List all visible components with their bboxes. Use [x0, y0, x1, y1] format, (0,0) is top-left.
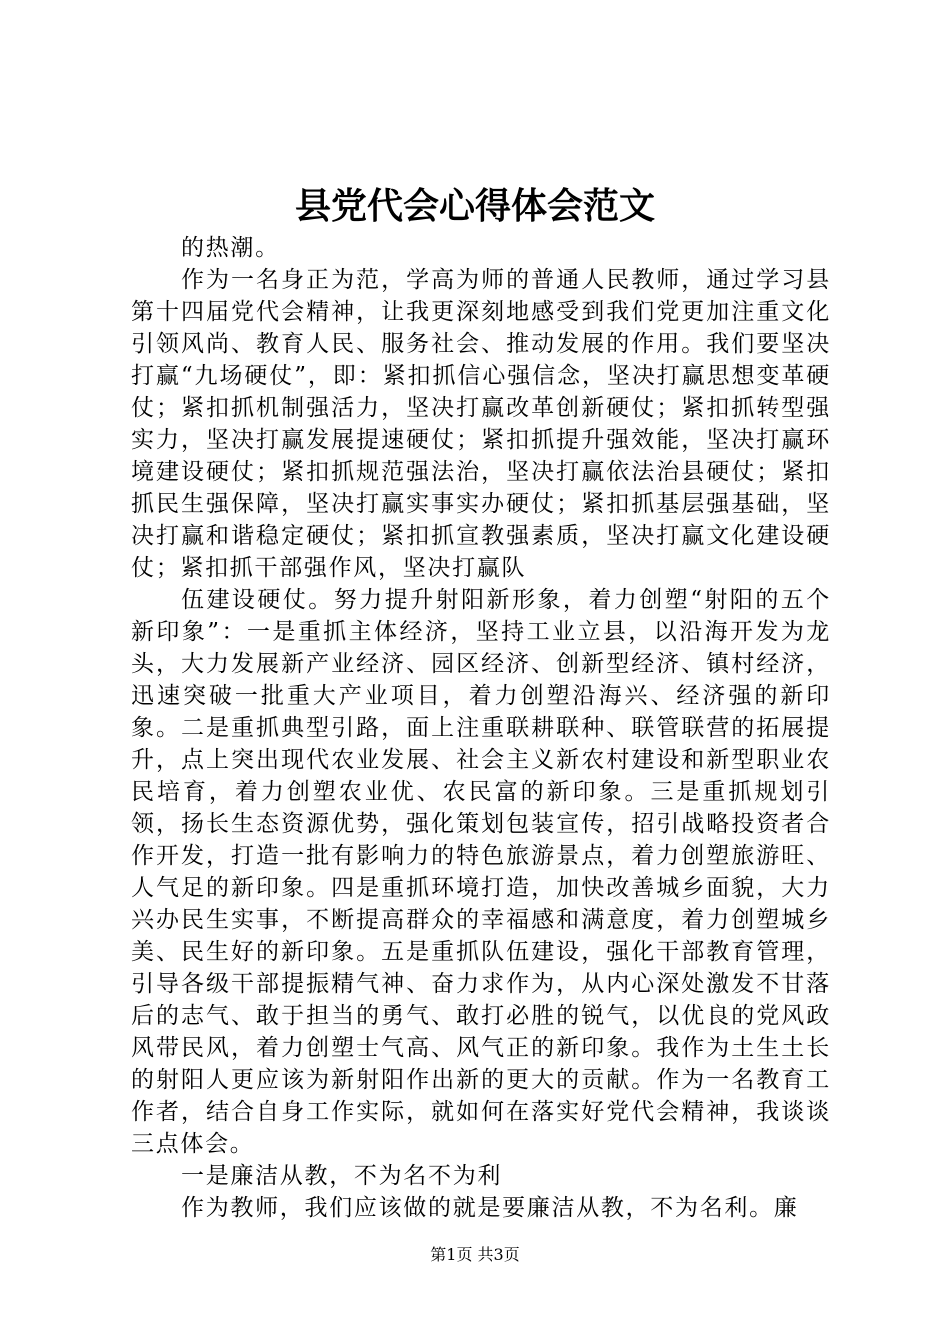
document-title: 县党代会心得体会范文: [294, 186, 655, 227]
section-heading: 一是廉洁从教，不为名不为利: [181, 1163, 503, 1189]
document-body: [131, 232, 831, 1224]
paragraph-2: 作为一名身正为范，学高为师的普通人民教师，通过学习县第十四届党代会精神，让我更深刻地感受到我们党更加注重文化引领风尚、教育人民、服务社会、推动发展的作用。我们要坚决打赢“九场硬仗”，即：紧扣抓信心强信念，坚决打赢思想变革硬仗；紧扣抓机制强活力，坚决打赢改革创新硬仗；紧扣抓转型强实力，坚决打赢发展提速硬仗；紧扣抓提升强效能，坚决打赢环境建设硬仗；紧扣抓规范强法治，坚决打赢依法治县硬仗；紧扣抓民生强保障，坚决打赢实事实办硬仗；紧扣抓基层强基础，坚决打赢和谐稳定硬仗；紧扣抓宣教强素质，坚决打赢文化建设硬仗；紧扣抓干部强作风，坚决打赢队: [131, 267, 831, 581]
page-number: 第1页 共3页: [430, 1245, 520, 1264]
paragraph-4: 作为教师，我们应该做的就是要廉洁从教，不为名利。廉: [181, 1195, 799, 1221]
paragraph-3: 伍建设硬仗。努力提升射阳新形象，着力创塑“射阳的五个新印象”：一是重抓主体经济，坚持工业立县，以沿海开发为龙头，大力发展新产业经济、园区经济、创新型经济、镇村经济，迅速突破一批重大产业项目，着力创塑沿海兴、经济强的新印象。二是重抓典型引路，面上注重联耕联种、联管联营的拓展提升，点上突出现代农业发展、社会主义新农村建设和新型职业农民培育，着力创塑农业优、农民富的新印象。三是重抓规划引领，扬长生态资源优势，强化策划包装宣传，招引战略投资者合作开发，打造一批有影响力的特色旅游景点，着力创塑旅游旺、人气足的新印象。四是重抓环境打造，加快改善城乡面貌，大力兴办民生实事，不断提高群众的幸福感和满意度，着力创塑城乡美、民生好的新印象。五是重抓队伍建设，强化干部教育管理，引导各级干部提振精气神、奋力求作为，从内心深处激发不甘落后的志气、敢于担当的勇气、敢打必胜的锐气，以优良的党风政风带民风，着力创塑士气高、风气正的新印象。我作为土生土长的射阳人更应该为新射阳作出新的更大的贡献。作为一名教育工作者，结合自身工作实际，就如何在落实好党代会精神，我谈谈三点体会。: [131, 587, 831, 1157]
paragraph-1: 的热潮。: [181, 235, 280, 261]
